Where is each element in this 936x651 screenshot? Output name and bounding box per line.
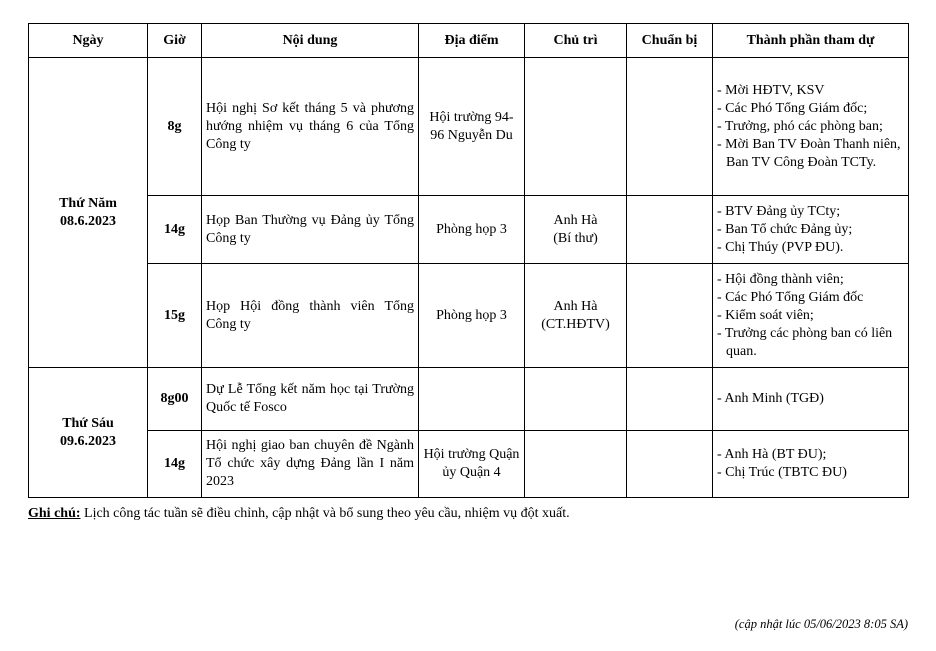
prep-cell (627, 58, 713, 196)
prep-cell (627, 431, 713, 498)
prep-cell (627, 196, 713, 264)
content-cell (202, 264, 419, 368)
place-cell (419, 58, 525, 196)
host-cell (525, 58, 627, 196)
place-text: Phòng họp 3 (436, 307, 507, 323)
content-text: Dự Lễ Tổng kết năm học tại Trường Quốc tế Fosco (206, 382, 414, 415)
content-text: Hội nghị Sơ kết tháng 5 và phương hướng nhiệm vụ tháng 6 của Tổng Công ty (206, 100, 414, 152)
time-cell: 14g (148, 196, 202, 264)
day-date: 08.6.2023 (60, 213, 116, 229)
day-date: 09.6.2023 (60, 433, 116, 449)
day-name: Thứ Sáu (62, 415, 114, 431)
attendee-line: - Anh Minh (TGĐ) (717, 391, 824, 406)
time-cell: 14g (148, 431, 202, 498)
table-row (29, 264, 909, 368)
attendee-line: - Ban Tổ chức Đảng ủy; (717, 221, 853, 237)
host-role: (Bí thư) (553, 230, 598, 246)
content-text: Hội nghị giao ban chuyên đề Ngành Tổ chức xây dựng Đảng lần I năm 2023 (206, 438, 414, 489)
header-place: Địa điểm (419, 24, 525, 58)
attendee-line: - Kiểm soát viên; (717, 307, 814, 323)
time-cell: 8g00 (148, 368, 202, 431)
attendee-line: - BTV Đảng ủy TCty; (717, 203, 841, 219)
attendee-line: - Hội đồng thành viên; (717, 271, 844, 287)
host-role: (CT.HĐTV) (541, 316, 610, 332)
attendees-cell (713, 196, 909, 264)
table-row (29, 431, 909, 498)
table-row (29, 196, 909, 264)
host-name: Anh Hà (553, 212, 598, 228)
footnote-label: Ghi chú: (28, 506, 81, 521)
content-text: Họp Ban Thường vụ Đảng ủy Tổng Công ty (206, 212, 414, 246)
schedule-table (28, 23, 909, 498)
table-row (29, 58, 909, 196)
updated-timestamp: (cập nhật lúc 05/06/2023 8:05 SA) (734, 617, 908, 631)
attendees-cell (713, 264, 909, 368)
header-content: Nội dung (202, 24, 419, 58)
time-cell: 8g (148, 58, 202, 196)
header-day: Ngày (29, 24, 148, 58)
attendees-cell (713, 368, 909, 431)
day-cell (29, 368, 148, 498)
host-cell (525, 196, 627, 264)
attendee-line: - Mời Ban TV Đoàn Thanh niên, Ban TV Công Đoàn TCTy. (717, 136, 901, 170)
place-cell (419, 196, 525, 264)
host-cell (525, 264, 627, 368)
header-time: Giờ (148, 24, 202, 58)
attendee-line: - Các Phó Tổng Giám đốc (717, 289, 864, 305)
content-cell (202, 368, 419, 431)
content-cell (202, 431, 419, 498)
place-text: Hội trường Quận ủy Quận 4 (423, 447, 520, 480)
place-cell (419, 368, 525, 431)
content-cell (202, 58, 419, 196)
day-cell (29, 58, 148, 368)
prep-cell (627, 368, 713, 431)
time-cell: 15g (148, 264, 202, 368)
place-text: Phòng họp 3 (436, 221, 507, 237)
attendee-line: - Trưởng, phó các phòng ban; (717, 118, 883, 134)
attendee-line: - Chị Trúc (TBTC ĐU) (717, 465, 847, 480)
attendee-line: - Mời HĐTV, KSV (717, 82, 825, 98)
footnote (28, 506, 570, 522)
attendee-line: - Anh Hà (BT ĐU); (717, 447, 827, 462)
host-cell (525, 431, 627, 498)
header-prep: Chuẩn bị (627, 24, 713, 58)
header-row (29, 24, 909, 58)
place-text: Hội trường 94-96 Nguyễn Du (429, 109, 514, 143)
place-cell (419, 431, 525, 498)
footnote-text: Lịch công tác tuần sẽ điều chỉnh, cập nhật và bổ sung theo yêu cầu, nhiệm vụ đột xuất. (80, 506, 570, 521)
host-cell (525, 368, 627, 431)
content-text: Họp Hội đồng thành viên Tổng Công ty (206, 298, 414, 332)
table-row (29, 368, 909, 431)
day-name: Thứ Năm (59, 195, 117, 211)
header-host: Chủ trì (525, 24, 627, 58)
attendee-line: - Trưởng các phòng ban có liên quan. (717, 325, 893, 359)
header-attendees: Thành phần tham dự (713, 24, 909, 58)
attendee-line: - Chị Thúy (PVP ĐU). (717, 239, 844, 255)
place-cell (419, 264, 525, 368)
prep-cell (627, 264, 713, 368)
content-cell (202, 196, 419, 264)
host-name: Anh Hà (553, 298, 598, 314)
attendee-line: - Các Phó Tổng Giám đốc; (717, 100, 868, 116)
attendees-cell (713, 431, 909, 498)
attendees-cell (713, 58, 909, 196)
